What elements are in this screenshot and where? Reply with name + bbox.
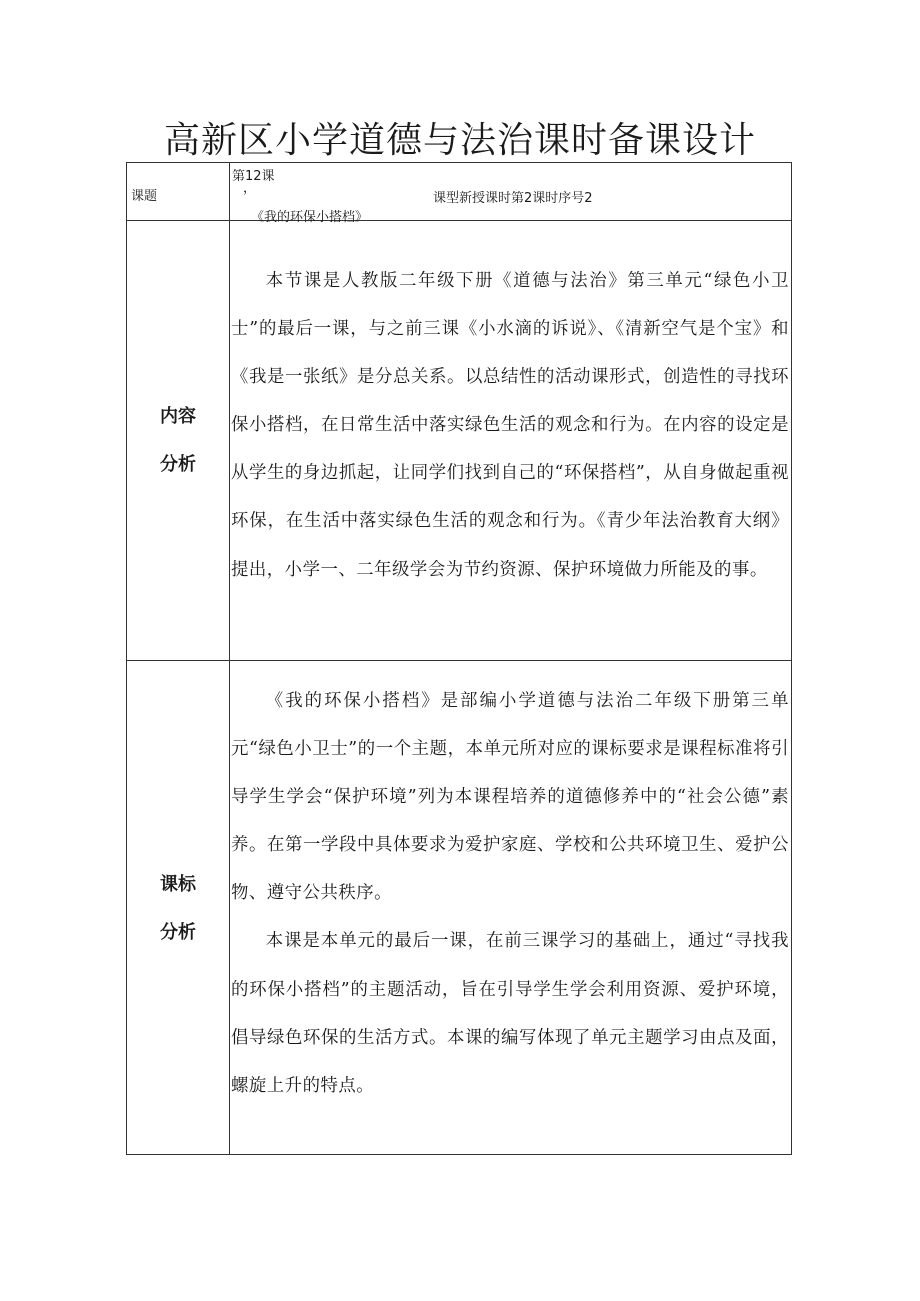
standard-analysis-paragraph-1: 《我的环保小搭档》是部编小学道德与法治二年级下册第三单元“绿色小卫士”的一个主题，本单元所对应的课标要求是课程标准将引导学生学会“保护环境”列为本课程培养的道德修养中的“社会公德”素养。在第一学段中具体要求为爱护家庭、学校和公共环境卫生、爱护公物、遵守公共秩序。 — [231, 691, 789, 904]
content-analysis-label-line1: 内容 — [160, 406, 196, 427]
comma-mark: ， — [243, 181, 257, 196]
page-title: 高新区小学道德与法治课时备课设计 — [163, 120, 756, 161]
lesson-number: 第12课 — [232, 169, 275, 184]
content-analysis-label-line2: 分析 — [160, 454, 196, 475]
content-analysis-text — [231, 257, 789, 594]
row-divider-header — [127, 220, 791, 221]
standard-analysis-text — [231, 677, 789, 1110]
lesson-plan-table — [126, 162, 792, 1155]
standard-analysis-label-line1: 课标 — [160, 874, 196, 895]
lesson-title: 《我的环保小搭档》 — [251, 210, 369, 225]
standard-analysis-paragraph-2: 本课是本单元的最后一课，在前三课学习的基础上，通过“寻找我的环保小搭档”的主题活动，旨在引导学生学会利用资源、爱护环境，倡导绿色环保的生活方式。本课的编写体现了单元主题学习由点及面，螺旋上升的特点。 — [231, 931, 789, 1096]
row-divider-content — [127, 660, 791, 661]
standard-analysis-label-line2: 分析 — [160, 922, 196, 943]
column-divider — [229, 163, 230, 1154]
content-analysis-label — [127, 393, 229, 489]
topic-label: 课题 — [131, 189, 158, 204]
lesson-meta: 课型新授课时第2课时序号2 — [433, 191, 593, 206]
content-analysis-paragraph: 本节课是人教版二年级下册《道德与法治》第三单元“绿色小卫士”的最后一课，与之前三课《小水滴的诉说》、《清新空气是个宝》和《我是一张纸》是分总关系。以总结性的活动课形式，创造性的寻找环保小搭档，在日常生活中落实绿色生活的观念和行为。在内容的设定是从学生的身边抓起，让同学们找到自己的“环保搭档”，从自身做起重视环保，在生活中落实绿色生活的观念和行为。《青少年法治教育大纲》提出，小学一、二年级学会为节约资源、保护环境做力所能及的事。 — [231, 271, 789, 580]
standard-analysis-label — [127, 861, 229, 957]
